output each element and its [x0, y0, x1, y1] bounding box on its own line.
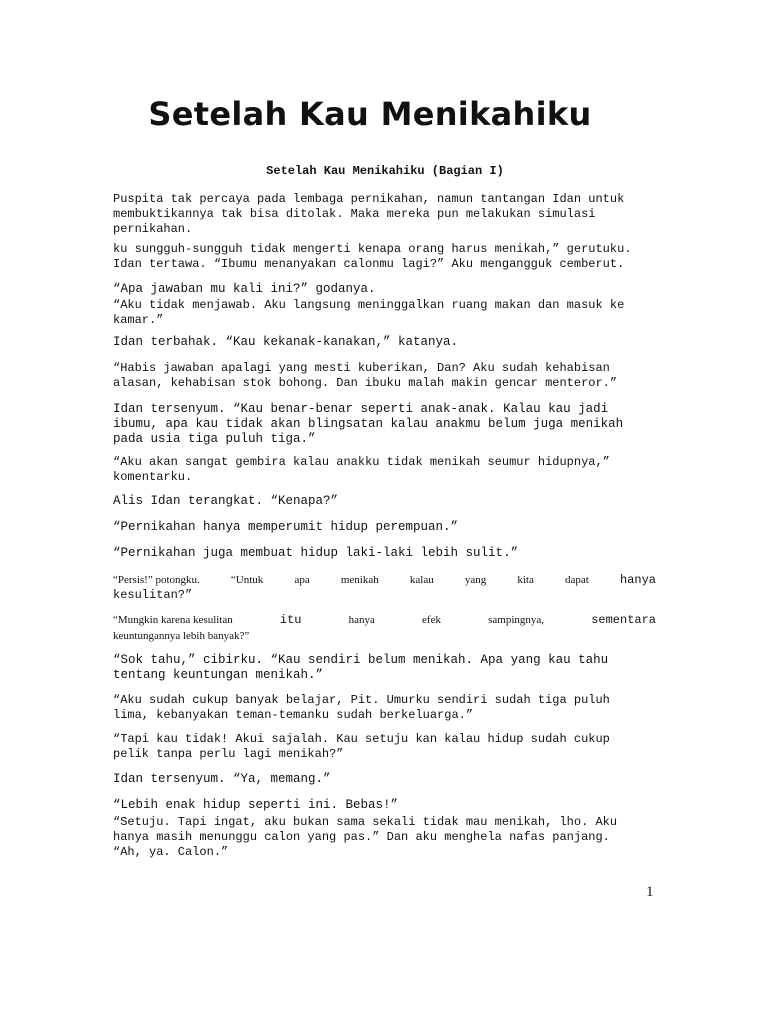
- paragraph: Alis Idan terangkat. “Kenapa?”: [113, 494, 339, 508]
- word: “Untuk: [230, 574, 264, 586]
- paragraph: “Ah, ya. Calon.”: [113, 845, 229, 859]
- paragraph: “Aku akan sangat gembira kalau anakku tidak menikah seumur hidupnya,” komentarku.: [113, 455, 610, 484]
- page-number: 1: [646, 884, 654, 900]
- word: “Persis!” potongku.: [113, 574, 200, 586]
- word: sampingnya,: [488, 614, 545, 626]
- document-title: Setelah Kau Menikahiku: [148, 95, 592, 133]
- paragraph: Idan tersenyum. “Kau benar-benar seperti anak-anak. Kalau kau jadi ibumu, apa kau tidak akan blingsatan kalau anakmu belum juga menikah pada usia tiga puluh tiga.”: [113, 402, 624, 446]
- word: hanya: [348, 614, 375, 626]
- paragraph-continuation: kesulitan?”: [113, 588, 193, 602]
- paragraph: Idan tersenyum. “Ya, memang.”: [113, 772, 331, 786]
- justified-line: [113, 613, 656, 627]
- paragraph: “Habis jawaban apalagi yang mesti kuberikan, Dan? Aku sudah kehabisan alasan, kehabisan stok bohong. Dan ibuku malah makin gencar menteror.”: [113, 361, 618, 390]
- paragraph: Puspita tak percaya pada lembaga pernikahan, namun tantangan Idan untuk membuktikannya tak bisa ditolak. Maka mereka pun melakukan simulasi pernikahan.: [113, 192, 625, 236]
- word: yang: [464, 574, 487, 586]
- paragraph: Idan terbahak. “Kau kekanak-kanakan,” katanya.: [113, 335, 459, 349]
- word: kalau: [409, 574, 434, 586]
- paragraph: “Tapi kau tidak! Akui sajalah. Kau setuju kan kalau hidup sudah cukup pelik tanpa perlu lagi menikah?”: [113, 732, 610, 761]
- paragraph: “Sok tahu,” cibirku. “Kau sendiri belum menikah. Apa yang kau tahu tentang keuntungan menikah.”: [113, 653, 609, 682]
- paragraph: “Aku sudah cukup banyak belajar, Pit. Umurku sendiri sudah tiga puluh lima, kebanyakan teman-temanku sudah berkeluarga.”: [113, 693, 610, 722]
- paragraph: “Lebih enak hidup seperti ini. Bebas!”: [113, 798, 399, 812]
- chapter-heading: Setelah Kau Menikahiku (Bagian I): [266, 164, 504, 178]
- paragraph: “Apa jawaban mu kali ini?” godanya.: [113, 282, 376, 296]
- word: hanya: [619, 573, 656, 587]
- justified-line: [113, 573, 656, 587]
- paragraph: “Pernikahan hanya memperumit hidup perempuan.”: [113, 520, 459, 534]
- word: efek: [422, 614, 441, 626]
- word: apa: [294, 574, 310, 586]
- word: sementara: [591, 613, 656, 627]
- paragraph-continuation: keuntungannya lebih banyak?”: [113, 630, 250, 642]
- word: menikah: [340, 574, 379, 586]
- word: “Mungkin karena kesulitan: [113, 614, 233, 626]
- word: dapat: [565, 574, 589, 586]
- paragraph: “Setuju. Tapi ingat, aku bukan sama sekali tidak mau menikah, lho. Aku hanya masih menunggu calon yang pas.” Dan aku menghela nafas panjang.: [113, 815, 618, 844]
- paragraph: “Pernikahan juga membuat hidup laki-laki lebih sulit.”: [113, 546, 519, 560]
- paragraph: “Aku tidak menjawab. Aku langsung meninggalkan ruang makan dan masuk ke kamar.”: [113, 298, 625, 327]
- paragraph: ku sungguh-sungguh tidak mengerti kenapa orang harus menikah,” gerutuku. Idan tertawa. “Ibumu menanyakan calonmu lagi?” Aku mengangguk cemberut.: [113, 242, 632, 271]
- word: itu: [279, 613, 302, 627]
- word: kita: [517, 574, 534, 586]
